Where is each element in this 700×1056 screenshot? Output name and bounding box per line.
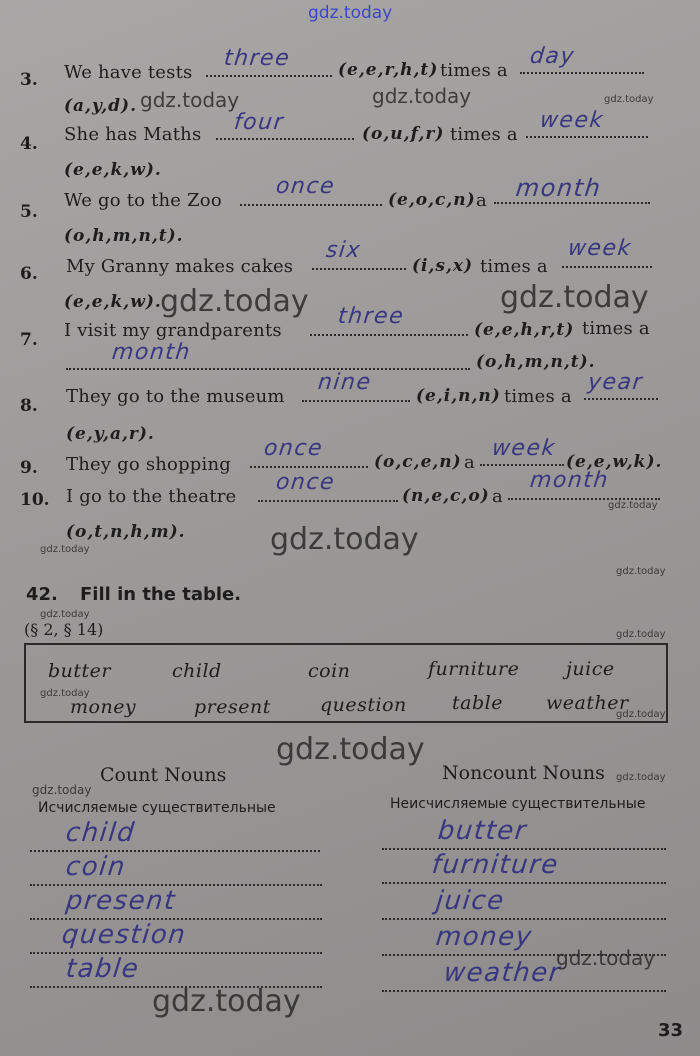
- item-number: 9.: [20, 458, 38, 478]
- item-text: times a: [480, 256, 548, 277]
- handwritten-answer: nine: [316, 370, 373, 395]
- item-text: a: [476, 190, 487, 211]
- handwritten-answer: month: [528, 468, 611, 493]
- watermark: gdz.today: [276, 732, 425, 767]
- handwritten-answer: month: [110, 340, 193, 365]
- handwritten-answer: coin: [64, 852, 128, 882]
- word-item: furniture: [428, 658, 520, 680]
- word-item: table: [452, 692, 503, 714]
- word-item: money: [70, 696, 137, 718]
- handwritten-answer: three: [336, 304, 406, 329]
- exercise-title: Fill in the table.: [80, 584, 242, 605]
- watermark: gdz.today: [40, 688, 90, 699]
- handwritten-answer: week: [538, 108, 606, 133]
- handwritten-answer: table: [64, 954, 141, 984]
- count-nouns-subheading: Исчисляемые существительные: [38, 800, 276, 816]
- item-text: We have tests: [64, 62, 193, 83]
- letter-hint: (e,e,w,k).: [566, 452, 663, 472]
- letter-hint: (o,u,f,r): [362, 124, 445, 144]
- watermark: gdz.today: [140, 88, 240, 112]
- watermark: gdz.today: [616, 629, 666, 640]
- item-text: They go shopping: [66, 454, 232, 475]
- watermark: gdz.today: [32, 783, 92, 797]
- letter-hint: (e,o,c,n): [388, 190, 476, 210]
- item-number: 5.: [20, 202, 38, 222]
- letter-hint: (e,i,n,n): [416, 386, 501, 406]
- word-item: juice: [566, 658, 615, 680]
- watermark: gdz.today: [616, 566, 666, 577]
- word-item: coin: [308, 660, 351, 682]
- handwritten-answer: week: [490, 436, 558, 461]
- item-number: 7.: [20, 330, 38, 350]
- item-number: 10.: [20, 490, 50, 510]
- item-number: 8.: [20, 396, 38, 416]
- watermark: gdz.today: [372, 84, 472, 108]
- word-item: child: [172, 660, 222, 682]
- handwritten-answer: six: [324, 238, 363, 263]
- watermark: gdz.today: [152, 984, 301, 1019]
- handwritten-answer: butter: [436, 816, 529, 846]
- handwritten-answer: four: [232, 110, 286, 135]
- item-text: times a: [582, 318, 650, 339]
- handwritten-answer: present: [64, 886, 178, 916]
- watermark: gdz.today: [160, 284, 309, 319]
- item-text: My Granny makes cakes: [66, 256, 294, 277]
- watermark: gdz.today: [616, 772, 666, 783]
- watermark: gdz.today: [556, 946, 656, 970]
- handwritten-answer: money: [434, 922, 535, 952]
- handwritten-answer: juice: [434, 886, 507, 916]
- watermark: gdz.today: [40, 609, 90, 620]
- word-item: butter: [48, 660, 111, 682]
- exercise-number: 42.: [26, 584, 58, 605]
- answer-line: [382, 906, 666, 920]
- handwritten-answer: question: [60, 920, 188, 950]
- word-item: weather: [546, 692, 629, 714]
- word-item: present: [194, 696, 271, 718]
- word-item: question: [320, 694, 407, 716]
- handwritten-answer: furniture: [430, 850, 561, 880]
- handwritten-answer: once: [274, 174, 337, 199]
- watermark: gdz.today: [608, 500, 658, 511]
- handwritten-answer: month: [514, 174, 603, 202]
- letter-hint: (e,e,h,r,t): [474, 320, 575, 340]
- watermark: gdz.today: [616, 709, 666, 720]
- item-text: times a: [440, 60, 508, 81]
- page-number: 33: [658, 1020, 684, 1041]
- item-text: times a: [450, 124, 518, 145]
- handwritten-answer: once: [262, 436, 325, 461]
- letter-hint: (o,h,m,n,t).: [476, 352, 596, 372]
- watermark: gdz.today: [604, 94, 654, 105]
- section-reference: (§ 2, § 14): [24, 620, 104, 639]
- letter-hint: (n,e,c,o): [402, 486, 490, 506]
- noncount-nouns-subheading: Неисчисляемые существительные: [390, 796, 646, 812]
- letter-hint: (o,h,m,n,t).: [64, 226, 184, 246]
- handwritten-answer: day: [528, 44, 577, 69]
- letter-hint: (i,s,x): [412, 256, 474, 276]
- handwritten-answer: child: [64, 818, 137, 848]
- letter-hint: (e,y,a,r).: [66, 424, 155, 444]
- handwritten-answer: three: [222, 46, 292, 71]
- letter-hint: (e,e,k,w).: [64, 160, 162, 180]
- item-number: 3.: [20, 70, 38, 90]
- watermark: gdz.today: [40, 544, 90, 555]
- item-number: 6.: [20, 264, 38, 284]
- item-text: We go to the Zoo: [64, 190, 222, 211]
- handwritten-answer: week: [566, 236, 634, 261]
- item-text: They go to the museum: [66, 386, 285, 407]
- letter-hint: (e,e,r,h,t): [338, 60, 439, 80]
- header-watermark: gdz.today: [308, 3, 393, 23]
- item-text: I visit my grandparents: [64, 320, 282, 341]
- letter-hint: (o,c,e,n): [374, 452, 462, 472]
- handwritten-answer: year: [586, 370, 645, 395]
- item-text: times a: [504, 386, 572, 407]
- watermark: gdz.today: [500, 280, 649, 315]
- item-text: a: [464, 452, 475, 473]
- handwritten-answer: once: [274, 470, 337, 495]
- item-text: She has Maths: [64, 124, 202, 145]
- letter-hint: (a,y,d).: [64, 96, 137, 116]
- noncount-nouns-heading: Noncount Nouns: [442, 762, 605, 784]
- watermark: gdz.today: [270, 522, 419, 557]
- letter-hint: (e,e,k,w).: [64, 292, 162, 312]
- letter-hint: (o,t,n,h,m).: [66, 522, 186, 542]
- item-text: I go to the theatre: [66, 486, 237, 507]
- item-text: a: [492, 486, 503, 507]
- item-number: 4.: [20, 134, 38, 154]
- handwritten-answer: weather: [442, 958, 563, 988]
- count-nouns-heading: Count Nouns: [100, 764, 227, 786]
